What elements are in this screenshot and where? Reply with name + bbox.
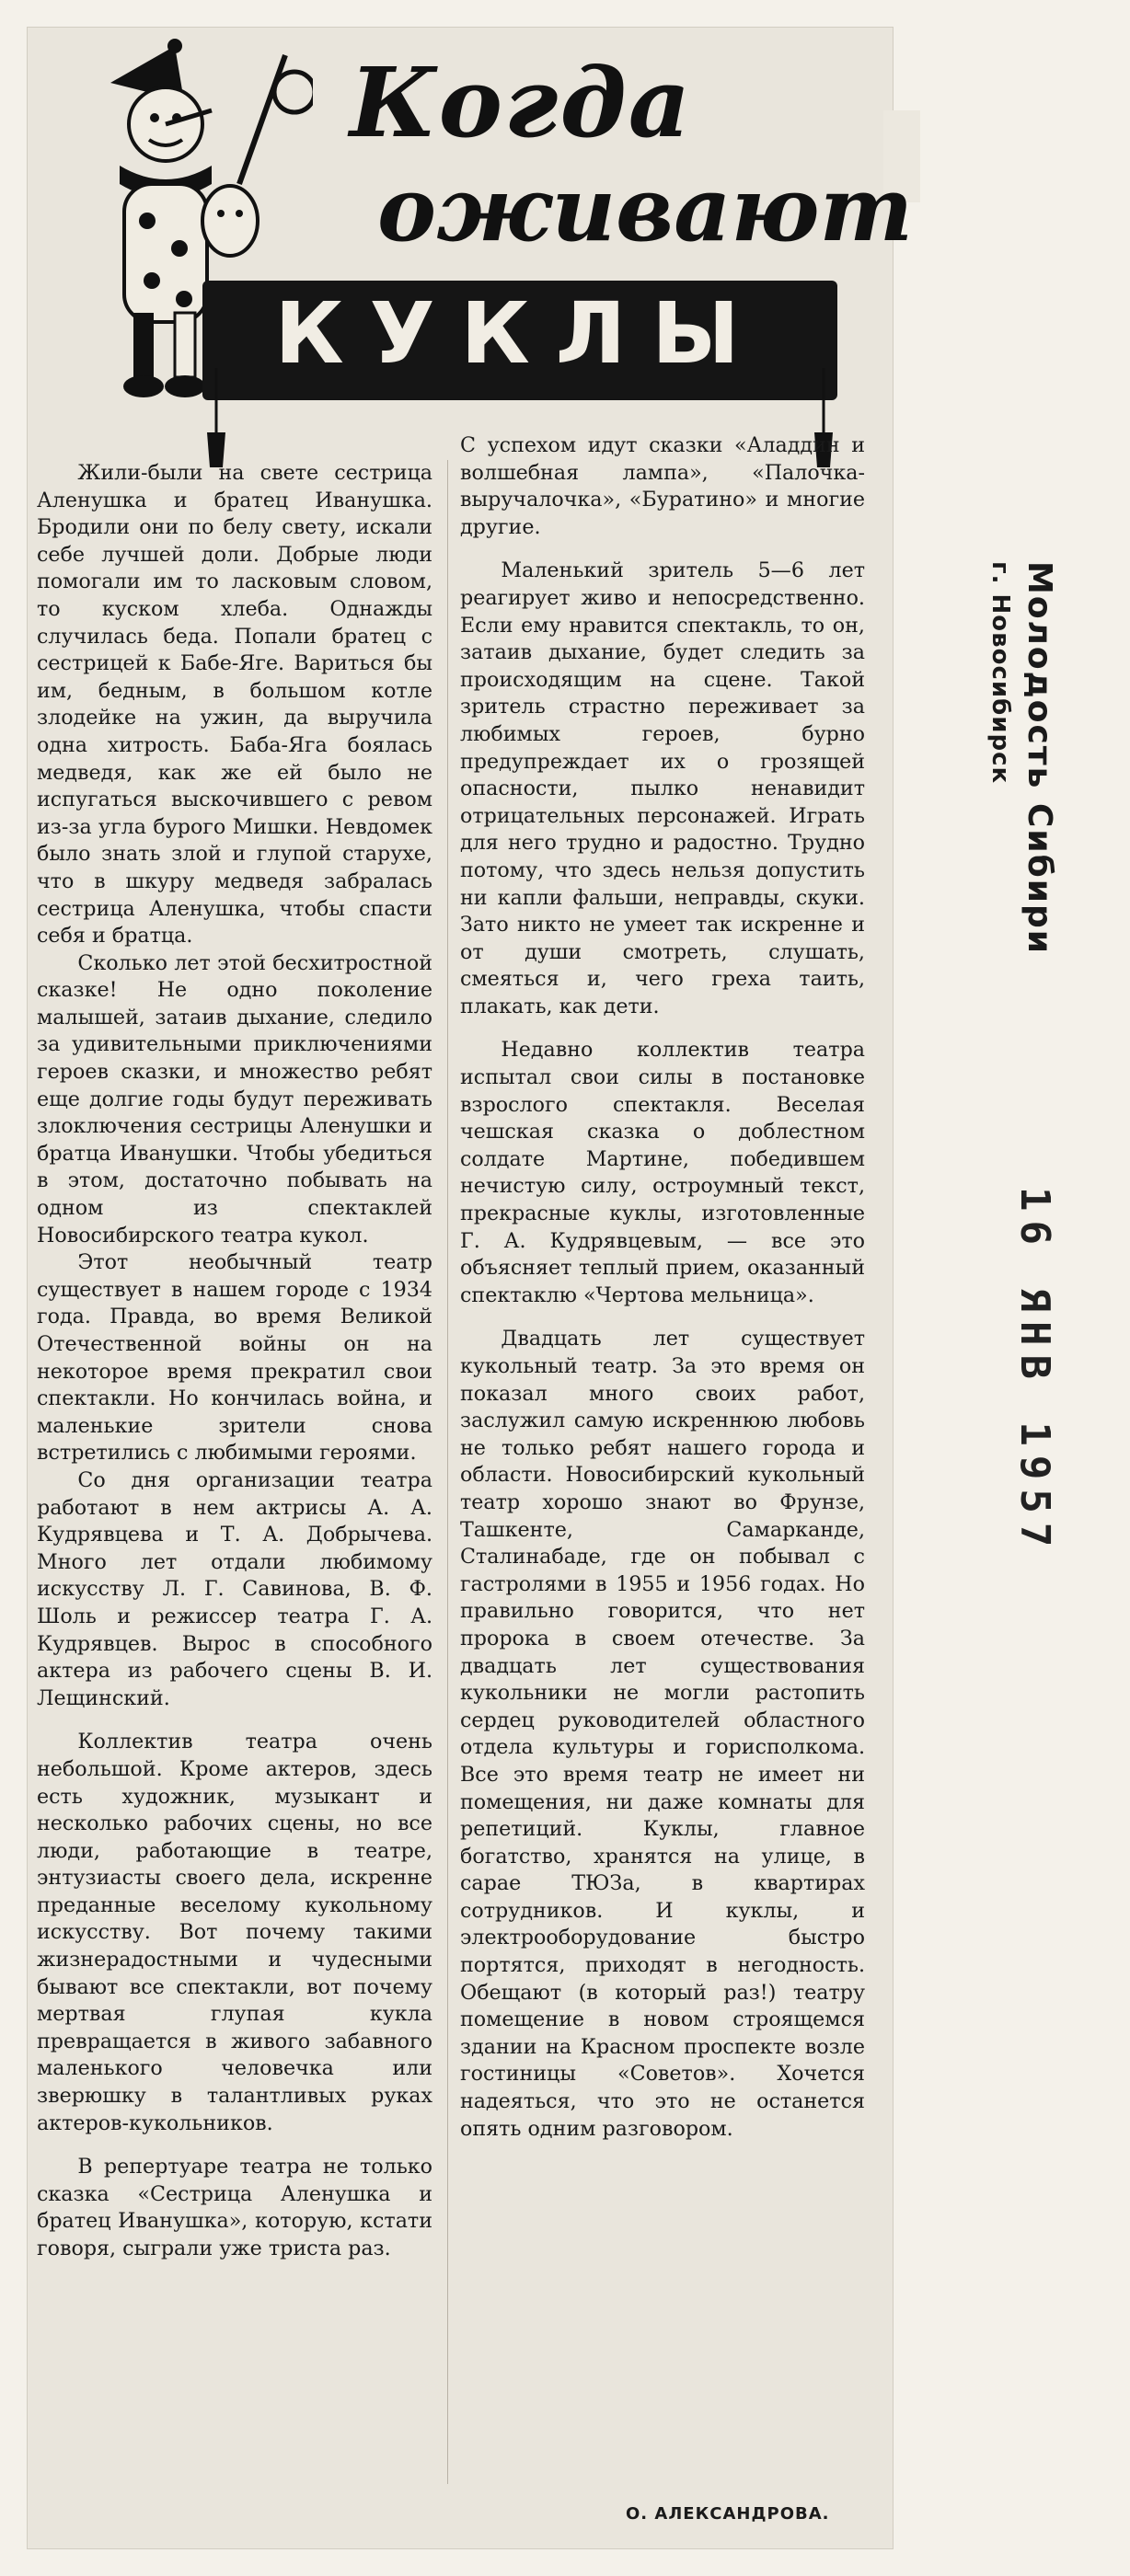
title-banner-text: КУКЛЫ	[274, 284, 766, 383]
date-stamp: 16 ЯНВ 1957	[1011, 1187, 1058, 1557]
stamp-city: г. Новосибирск	[986, 561, 1014, 785]
article-header	[74, 37, 914, 423]
paragraph: Недавно коллектив театра испытал свои силы в постановке взрослого спектакля. Веселая чешская сказка о доблестном солдате Мартине, победившем нечистую силу, остроумный текст, прекрасные куклы, изготовленные Г. А. Кудрявцевым, — все это объясняет теплый прием, оказанный спектаклю «Чертова мельница».	[460, 1038, 865, 1307]
paragraph: Этот необычный театр существует в нашем городе с 1934 года. Правда, во время Великой Отечественной войны он на некоторое время прекратил свои спектакли. Но кончилась война, и маленькие зрители снова встретились с любимыми героями.	[37, 1250, 432, 1466]
author-signature: О. АЛЕКСАНДРОВА.	[626, 2504, 830, 2524]
article-column-left	[37, 460, 432, 2263]
newspaper-stamp	[986, 561, 1058, 955]
article-column-right	[460, 432, 865, 2143]
paragraph: Двадцать лет существует кукольный театр. За это время он показал много своих работ, заслужил самую искреннюю любовь не только ребят нашего города и области. Новосибирский кукольный театр хорошо знают во Фрунзе, Ташкенте, Самарканде, Сталинабаде, где он побывал с гастролями в 1955 и 1956 годах. Но правильно говорится, что нет пророка в своем отечестве. За двадцать лет существования кукольники не могли растопить сердец руководителей областного отдела культуры и горисполкома. Все это время театр не имеет ни помещения, ни даже комнаты для репетиций. Куклы, главное богатство, хранятся на улице, в сарае ТЮЗа, в квартирах сотрудников. И куклы, и электрооборудование быстро портятся, приходят в негодность. Обещают (в который раз!) театру помещение в новом строящемся здании на Красном проспекте возле гостиницы «Советов». Хочется надеяться, что это не останется опять одним разговором.	[460, 1327, 865, 2141]
stamp-newspaper-name: Молодость Сибири	[1020, 561, 1058, 955]
paragraph: Маленький зритель 5—6 лет реагирует живо и непосредственно. Если ему нравится спектакль, то он, затаив дыхание, будет следить за происходящим на сцене. Такой зритель страстно переживает за любимых героев, бурно предупреждает их о грозящей опасности, пылко ненавидит отрицательных персонажей. Играть для него трудно и радостно. Трудно потому, что здесь нельзя допустить ни капли фальши, неправды, скуки. Зато никто не умеет так искренне и от души смотреть, слушать, смеяться и, чего греха таить, плакать, как дети.	[460, 558, 865, 1018]
paragraph: Жили-были на свете сестрица Аленушка и братец Иванушка. Бродили они по белу свету, искали себе лучшей доли. Добрые люди помогали им то ласковым словом, то куском хлеба. Однажды случилась беда. Попали братец с сестрицей к Бабе-Яге. Вариться бы им, бедным, в большом котле злодейке на ужин, да выручила одна хитрость. Баба-Яга боялась медведя, как же ей было не испугаться выскочившего с ревом из-за угла бурого Мишки. Невдомек было знать злой и глупой старухе, что в шкуру медведя забралась сестрица Аленушка, чтобы спасти себя и братца.	[37, 461, 432, 949]
title-banner	[202, 281, 837, 400]
tassel-left-icon	[202, 368, 230, 469]
paragraph: В репертуаре театра не только сказка «Сестрица Аленушка и братец Иванушка», которую, кстати говоря, сыграли уже триста раз.	[37, 2155, 432, 2260]
paragraph: Сколько лет этой бесхитростной сказке! Не одно поколение малышей, затаив дыхание, следило за удивительными приключениями героев сказки, и множество ребят еще долгие годы будут переживать злоключения сестрицы Аленушки и братца Иванушки. Чтобы убедиться в этом, достаточно побывать на одном из спектаклей Новосибирского театра кукол.	[37, 950, 432, 1248]
paragraph: Со дня организации театра работают в нем актрисы А. А. Кудрявцева и Т. А. Добрычева. Много лет отдали любимому искусству Л. Г. Савинова, В. Ф. Шоль и режиссер театра Г. А. Кудрявцев. Вырос в способного актера из рабочего сцены В. И. Лещинский.	[37, 1467, 432, 1710]
paragraph: С успехом идут сказки «Аладдин и волшебная лампа», «Палочка-выручалочка», «Буратино» и многие другие.	[460, 433, 865, 539]
title-line-2: оживают	[377, 157, 914, 261]
title-line-1: Когда	[350, 46, 693, 159]
paragraph: Коллектив театра очень небольшой. Кроме актеров, здесь есть художник, музыкант и несколько рабочих сцены, но все люди, работающие в театре, энтузиасты своего дела, искренне преданные веселому кукольному искусству. Вот почему такими жизнерадостными и чудесными бывают все спектакли, вот почему мертвая глупая кукла превращается в живого забавного маленького человечка или зверюшку в талантливых руках актеров-кукольников.	[37, 1730, 432, 2135]
column-divider	[447, 460, 448, 2484]
